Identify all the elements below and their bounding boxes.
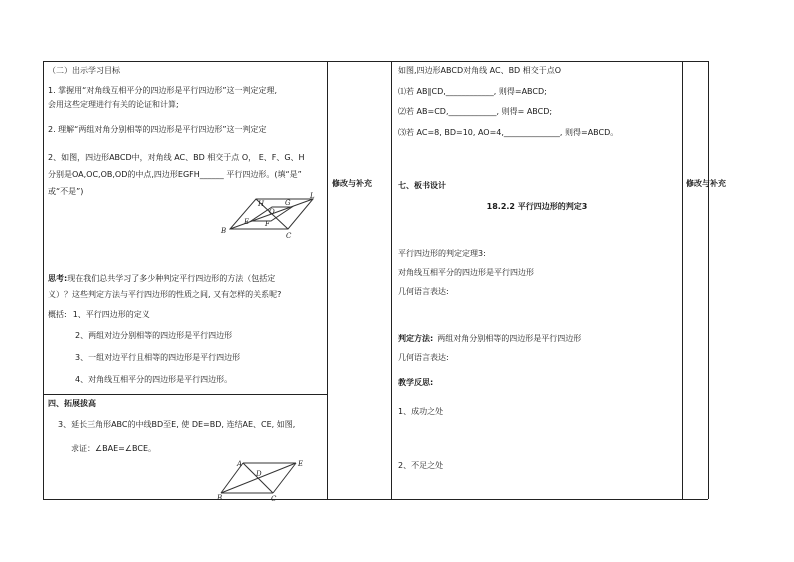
summary-item-1: 1、平行四边形的定义	[72, 310, 150, 319]
fig2-label-E: E	[298, 460, 304, 468]
think-line-b: 义）？这些判定方法与平行四边形的性质之间, 又有怎样的关系呢?	[48, 290, 282, 299]
column-divider-1	[327, 61, 328, 499]
summary-item-4: 4、对角线互相平分的四边形是平行四边形。	[75, 375, 233, 384]
method-label: 判定方法:	[398, 334, 434, 343]
fig1-label-L: L	[310, 192, 315, 200]
fig1-label-G: G	[285, 199, 291, 207]
problem-2-line-c: 或“不是”)	[48, 187, 84, 196]
geometry-expression-1: 几何语言表达:	[398, 287, 449, 296]
table-top-border	[43, 61, 708, 62]
table-bottom-border	[43, 499, 708, 500]
fig1-label-B: B	[221, 227, 227, 235]
fig2-label-A: A	[237, 460, 243, 468]
exercise-3-line-b: 求证：∠BAE=∠BCE。	[71, 444, 157, 453]
fig1-label-C: C	[286, 232, 292, 240]
fig1-label-E: E	[244, 218, 250, 226]
reflection-successes: 1、成功之处	[398, 407, 444, 416]
fig1-label-O: O	[269, 208, 275, 216]
column-divider-3	[682, 61, 683, 499]
revision-column-label-2: 修改与补充	[686, 179, 726, 188]
geometry-expression-2: 几何语言表达:	[398, 353, 449, 362]
problem-2-line-a: 2、如图，四边形ABCD中，对角线 AC、BD 相交于点 O， E、F、G、H	[48, 153, 305, 162]
fig1-label-H: H	[258, 200, 265, 208]
reflection-shortcomings: 2、不足之处	[398, 461, 444, 470]
section-heading-board: 七、板书设计	[398, 181, 446, 190]
exercise-3-line-a: 3、延长三角形ABC的中线BD至E, 使 DE=BD, 连结AE、CE, 如图,	[58, 420, 296, 429]
think-text-a: 现在我们总共学习了多少种判定平行四边形的方法（包括定	[67, 274, 276, 283]
fig2-label-B: B	[217, 494, 223, 502]
theorem-statement: 对角线互相平分的四边形是平行四边形	[398, 268, 534, 277]
think-label: 思考:	[48, 274, 68, 283]
summary-label: 概括:	[48, 310, 67, 319]
problem-2-line-b: 分别是OA,OC,OB,OD的中点,四边形EGFH______ 平行四边形。(填“是”	[48, 170, 302, 179]
fig1-label-F: F	[265, 220, 270, 228]
theorem-label: 平行四边形的判定定理3:	[398, 249, 486, 258]
goal-1-line-a: 1. 掌握用“对角线互相平分的四边形是平行四边形”这一判定定理,	[48, 86, 278, 95]
question-2: ⑵若 AB=CD,____________, 则得= ABCD;	[398, 107, 553, 116]
goal-2: 2. 理解“两组对角分别相等的四边形是平行四边形”这一判定定	[48, 125, 267, 134]
column-divider-2	[391, 61, 392, 499]
teaching-reflection-heading: 教学反思:	[398, 378, 434, 387]
question-3: ⑶若 AC=8, BD=10, AO=4,______________, 则得=ABCD。	[398, 128, 619, 137]
board-title: 18.2.2 平行四边形的判定3	[486, 202, 588, 211]
section-divider-left	[43, 394, 327, 395]
think-line-a	[48, 273, 275, 284]
summary-item-3: 3、一组对边平行且相等的四边形是平行四边形	[75, 353, 241, 362]
section-heading-goals: （二）出示学习目标	[48, 66, 120, 75]
summary-item-2: 2、两组对边分别相等的四边形是平行四边形	[75, 331, 233, 340]
figure-intro: 如图,四边形ABCD对角线 AC、BD 相交于点O	[398, 66, 562, 75]
table-right-border	[708, 61, 709, 499]
method-text: 两组对角分别相等的四边形是平行四边形	[437, 334, 582, 343]
table-left-border	[43, 61, 44, 499]
method-line	[398, 333, 581, 344]
summary-line-1	[48, 309, 150, 320]
revision-column-label-1: 修改与补充	[332, 179, 372, 188]
goal-1-line-b: 会用这些定理进行有关的论证和计算;	[48, 100, 179, 109]
question-1: ⑴若 AB∥CD,____________, 则得=ABCD;	[398, 87, 547, 96]
fig2-label-D: D	[256, 470, 262, 478]
section-heading-extension: 四、拓展拔高	[48, 399, 96, 408]
fig2-label-C: C	[271, 495, 277, 503]
